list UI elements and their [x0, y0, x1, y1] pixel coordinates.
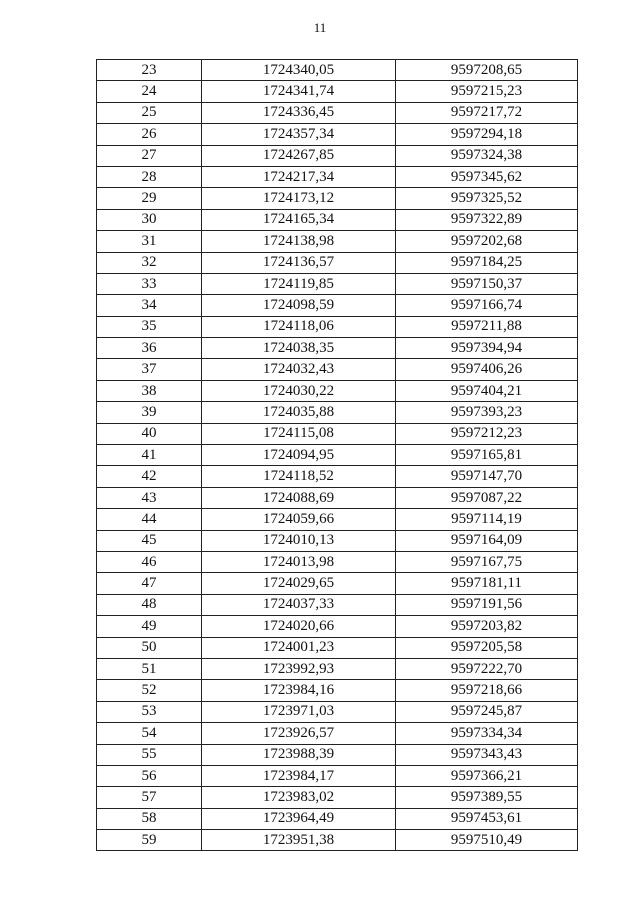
x-coordinate-cell: 1724173,12 [202, 188, 396, 209]
point-number-cell: 40 [97, 423, 202, 444]
point-number-cell: 51 [97, 658, 202, 679]
y-coordinate-cell: 9597406,26 [396, 359, 578, 380]
x-coordinate-cell: 1724094,95 [202, 445, 396, 466]
point-number-cell: 38 [97, 380, 202, 401]
point-number-cell: 25 [97, 102, 202, 123]
x-coordinate-cell: 1724059,66 [202, 509, 396, 530]
point-number-cell: 47 [97, 573, 202, 594]
x-coordinate-cell: 1724037,33 [202, 594, 396, 615]
table-row [97, 830, 578, 851]
y-coordinate-cell: 9597322,89 [396, 209, 578, 230]
table-row [97, 124, 578, 145]
table-row [97, 166, 578, 187]
table-row [97, 509, 578, 530]
point-number-cell: 59 [97, 830, 202, 851]
point-number-cell: 35 [97, 316, 202, 337]
x-coordinate-cell: 1723984,16 [202, 680, 396, 701]
x-coordinate-cell: 1724035,88 [202, 402, 396, 423]
point-number-cell: 46 [97, 551, 202, 572]
table-row [97, 81, 578, 102]
table-row [97, 658, 578, 679]
table-row [97, 487, 578, 508]
x-coordinate-cell: 1724001,23 [202, 637, 396, 658]
point-number-cell: 44 [97, 509, 202, 530]
x-coordinate-cell: 1724336,45 [202, 102, 396, 123]
table-row [97, 680, 578, 701]
x-coordinate-cell: 1724138,98 [202, 231, 396, 252]
table-row [97, 295, 578, 316]
point-number-cell: 26 [97, 124, 202, 145]
y-coordinate-cell: 9597203,82 [396, 616, 578, 637]
x-coordinate-cell: 1723988,39 [202, 744, 396, 765]
y-coordinate-cell: 9597202,68 [396, 231, 578, 252]
point-number-cell: 53 [97, 701, 202, 722]
point-number-cell: 33 [97, 273, 202, 294]
y-coordinate-cell: 9597215,23 [396, 81, 578, 102]
y-coordinate-cell: 9597345,62 [396, 166, 578, 187]
y-coordinate-cell: 9597222,70 [396, 658, 578, 679]
x-coordinate-cell: 1723951,38 [202, 830, 396, 851]
table-row [97, 209, 578, 230]
point-number-cell: 36 [97, 338, 202, 359]
y-coordinate-cell: 9597453,61 [396, 808, 578, 829]
point-number-cell: 54 [97, 723, 202, 744]
table-row [97, 445, 578, 466]
x-coordinate-cell: 1724088,69 [202, 487, 396, 508]
y-coordinate-cell: 9597208,65 [396, 60, 578, 81]
point-number-cell: 42 [97, 466, 202, 487]
table-row [97, 60, 578, 81]
point-number-cell: 49 [97, 616, 202, 637]
x-coordinate-cell: 1723992,93 [202, 658, 396, 679]
point-number-cell: 37 [97, 359, 202, 380]
x-coordinate-cell: 1724038,35 [202, 338, 396, 359]
table-row [97, 701, 578, 722]
point-number-cell: 43 [97, 487, 202, 508]
y-coordinate-cell: 9597510,49 [396, 830, 578, 851]
x-coordinate-cell: 1724010,13 [202, 530, 396, 551]
point-number-cell: 52 [97, 680, 202, 701]
y-coordinate-cell: 9597404,21 [396, 380, 578, 401]
table-row [97, 765, 578, 786]
x-coordinate-cell: 1724165,34 [202, 209, 396, 230]
x-coordinate-cell: 1723984,17 [202, 765, 396, 786]
y-coordinate-cell: 9597217,72 [396, 102, 578, 123]
x-coordinate-cell: 1724267,85 [202, 145, 396, 166]
y-coordinate-cell: 9597212,23 [396, 423, 578, 444]
y-coordinate-cell: 9597389,55 [396, 787, 578, 808]
table-row [97, 316, 578, 337]
table-row [97, 466, 578, 487]
y-coordinate-cell: 9597218,66 [396, 680, 578, 701]
page-number: 11 [313, 20, 327, 35]
y-coordinate-cell: 9597150,37 [396, 273, 578, 294]
y-coordinate-cell: 9597334,34 [396, 723, 578, 744]
table-row [97, 252, 578, 273]
y-coordinate-cell: 9597087,22 [396, 487, 578, 508]
y-coordinate-cell: 9597211,88 [396, 316, 578, 337]
point-number-cell: 34 [97, 295, 202, 316]
y-coordinate-cell: 9597165,81 [396, 445, 578, 466]
y-coordinate-cell: 9597147,70 [396, 466, 578, 487]
x-coordinate-cell: 1723971,03 [202, 701, 396, 722]
table-row [97, 145, 578, 166]
x-coordinate-cell: 1724340,05 [202, 60, 396, 81]
point-number-cell: 56 [97, 765, 202, 786]
y-coordinate-cell: 9597366,21 [396, 765, 578, 786]
point-number-cell: 57 [97, 787, 202, 808]
x-coordinate-cell: 1724030,22 [202, 380, 396, 401]
table-row [97, 102, 578, 123]
x-coordinate-cell: 1724020,66 [202, 616, 396, 637]
x-coordinate-cell: 1724013,98 [202, 551, 396, 572]
point-number-cell: 28 [97, 166, 202, 187]
y-coordinate-cell: 9597205,58 [396, 637, 578, 658]
x-coordinate-cell: 1723926,57 [202, 723, 396, 744]
y-coordinate-cell: 9597393,23 [396, 402, 578, 423]
table-row [97, 551, 578, 572]
table-row [97, 402, 578, 423]
y-coordinate-cell: 9597294,18 [396, 124, 578, 145]
x-coordinate-cell: 1724136,57 [202, 252, 396, 273]
y-coordinate-cell: 9597325,52 [396, 188, 578, 209]
y-coordinate-cell: 9597245,87 [396, 701, 578, 722]
x-coordinate-cell: 1724115,08 [202, 423, 396, 444]
table-row [97, 380, 578, 401]
point-number-cell: 58 [97, 808, 202, 829]
table-row [97, 188, 578, 209]
point-number-cell: 55 [97, 744, 202, 765]
point-number-cell: 39 [97, 402, 202, 423]
y-coordinate-cell: 9597167,75 [396, 551, 578, 572]
y-coordinate-cell: 9597343,43 [396, 744, 578, 765]
point-number-cell: 29 [97, 188, 202, 209]
point-number-cell: 32 [97, 252, 202, 273]
x-coordinate-cell: 1723983,02 [202, 787, 396, 808]
x-coordinate-cell: 1724029,65 [202, 573, 396, 594]
y-coordinate-cell: 9597184,25 [396, 252, 578, 273]
point-number-cell: 24 [97, 81, 202, 102]
point-number-cell: 41 [97, 445, 202, 466]
table-row [97, 808, 578, 829]
point-number-cell: 45 [97, 530, 202, 551]
table-row [97, 637, 578, 658]
y-coordinate-cell: 9597164,09 [396, 530, 578, 551]
x-coordinate-cell: 1724341,74 [202, 81, 396, 102]
x-coordinate-cell: 1724118,52 [202, 466, 396, 487]
table-row [97, 530, 578, 551]
x-coordinate-cell: 1724032,43 [202, 359, 396, 380]
x-coordinate-cell: 1723964,49 [202, 808, 396, 829]
y-coordinate-cell: 9597324,38 [396, 145, 578, 166]
point-number-cell: 27 [97, 145, 202, 166]
x-coordinate-cell: 1724217,34 [202, 166, 396, 187]
table-row [97, 616, 578, 637]
x-coordinate-cell: 1724119,85 [202, 273, 396, 294]
coordinates-table-body [97, 60, 578, 851]
x-coordinate-cell: 1724118,06 [202, 316, 396, 337]
table-row [97, 423, 578, 444]
point-number-cell: 23 [97, 60, 202, 81]
y-coordinate-cell: 9597114,19 [396, 509, 578, 530]
table-row [97, 787, 578, 808]
x-coordinate-cell: 1724357,34 [202, 124, 396, 145]
table-row [97, 594, 578, 615]
table-row [97, 273, 578, 294]
table-row [97, 359, 578, 380]
point-number-cell: 48 [97, 594, 202, 615]
point-number-cell: 50 [97, 637, 202, 658]
table-row [97, 723, 578, 744]
table-row [97, 338, 578, 359]
table-row [97, 573, 578, 594]
point-number-cell: 31 [97, 231, 202, 252]
coordinates-table [96, 59, 578, 851]
table-row [97, 231, 578, 252]
y-coordinate-cell: 9597181,11 [396, 573, 578, 594]
x-coordinate-cell: 1724098,59 [202, 295, 396, 316]
y-coordinate-cell: 9597166,74 [396, 295, 578, 316]
y-coordinate-cell: 9597191,56 [396, 594, 578, 615]
y-coordinate-cell: 9597394,94 [396, 338, 578, 359]
table-row [97, 744, 578, 765]
point-number-cell: 30 [97, 209, 202, 230]
